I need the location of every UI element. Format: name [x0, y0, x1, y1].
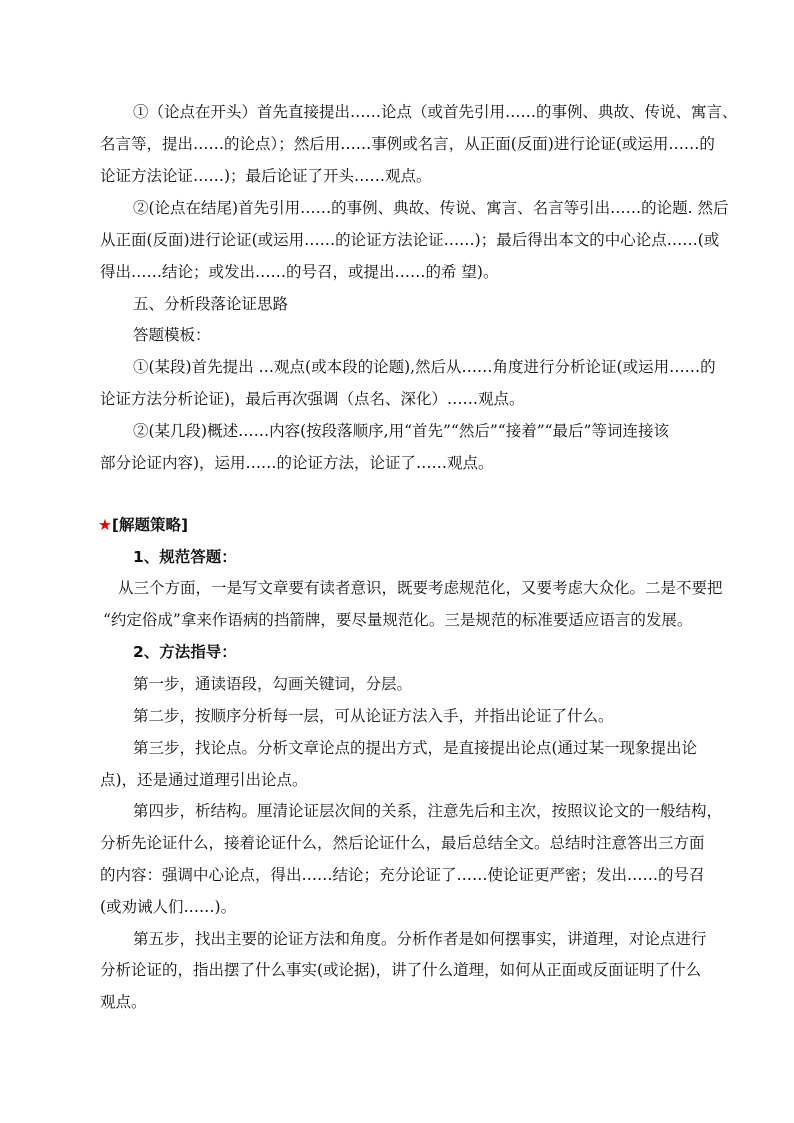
- strategy-title: [解题策略]: [111, 516, 189, 534]
- star-icon: ★: [98, 516, 112, 534]
- step2-line: 第二步，按顺序分析每一层，可从论证方法入手，并指出论证了什么。: [133, 707, 614, 725]
- sec5-template-label: 答题模板：: [133, 326, 211, 344]
- step1-line: 第一步，通读语段，勾画关键词，分层。: [133, 675, 413, 693]
- sec4-item2-line3: 得出……结论；或发出……的号召，或提出……的希 望)。: [100, 263, 499, 281]
- sec4-item2-line1: ②(论点在结尾)首先引用……的事例、典故、传说、寓言、名言等引出……的论题. 然后: [133, 199, 729, 217]
- step4-line2: 分析先论证什么，接着论证什么，然后论证什么，最后总结全文。总结时注意答出三方面: [100, 834, 705, 852]
- strategy-heading: [98, 515, 188, 535]
- sec5-item1-line2: 论证方法分析论证)，最后再次强调（点名、深化）……观点。: [100, 390, 525, 408]
- strategy-sub2-title: 2、方法指导：: [133, 643, 237, 661]
- step5-line1: 第五步，找出主要的论证方法和角度。分析作者是如何摆事实，讲道理，对论点进行: [133, 930, 707, 948]
- step5-line3: 观点。: [100, 993, 147, 1011]
- sec5-item2-line1: ②(某几段)概述……内容(按段落顺序,用“首先”“然后”“接着”“最后”等词连接该: [133, 422, 669, 440]
- step3-line1: 第三步，找论点。分析文章论点的提出方式，是直接提出论点(通过某一现象提出论: [133, 739, 698, 757]
- step4-line4: (或劝诫人们……)。: [100, 898, 237, 916]
- sec4-item1-line1: ①（论点在开头）首先直接提出……论点（或首先引用……的事例、典故、传说、寓言、: [133, 103, 738, 121]
- sec5-item1-line1: ①(某段)首先提出 …观点(或本段的论题),然后从……角度进行分析论证(或运用……的: [133, 358, 716, 376]
- step3-line2: 点)，还是通过道理引出论点。: [100, 771, 308, 789]
- step4-line1: 第四步，析结构。厘清论证层次间的关系，注意先后和主次，按照议论文的一般结构，: [133, 802, 723, 820]
- sec4-item1-line3: 论证方法论证……)；最后论证了开头……观点。: [100, 167, 432, 185]
- sec4-item1-line2: 名言等，提出……的论点）；然后用……事例或名言，从正面(反面)进行论证(或运用……的: [100, 135, 715, 153]
- sec5-item2-line2: 部分论证内容)，运用……的论证方法，论证了……观点。: [100, 454, 494, 472]
- strategy-sub1-line2: “约定俗成”拿来作语病的挡箭牌，要尽量规范化。三是规范的标准要适应语言的发展。: [103, 611, 693, 629]
- strategy-sub1-line1: 从三个方面，一是写文章要有读者意识，既要考虑规范化，又要考虑大众化。二是不要把: [118, 579, 723, 597]
- sec5-heading: 五、分析段落论证思路: [133, 295, 289, 313]
- strategy-sub1-title: 1、规范答题：: [133, 548, 237, 566]
- step4-line3: 的内容：强调中心论点，得出……结论；充分论证了……使论证更严密；发出……的号召: [100, 866, 705, 884]
- step5-line2: 分析论证的，指出摆了什么事实(或论据)，讲了什么道理，如何从正面或反面证明了什么: [100, 961, 702, 979]
- sec4-item2-line2: 从正面(反面)进行论证(或运用……的论证方法论证……)；最后得出本文的中心论点……(或: [100, 231, 720, 249]
